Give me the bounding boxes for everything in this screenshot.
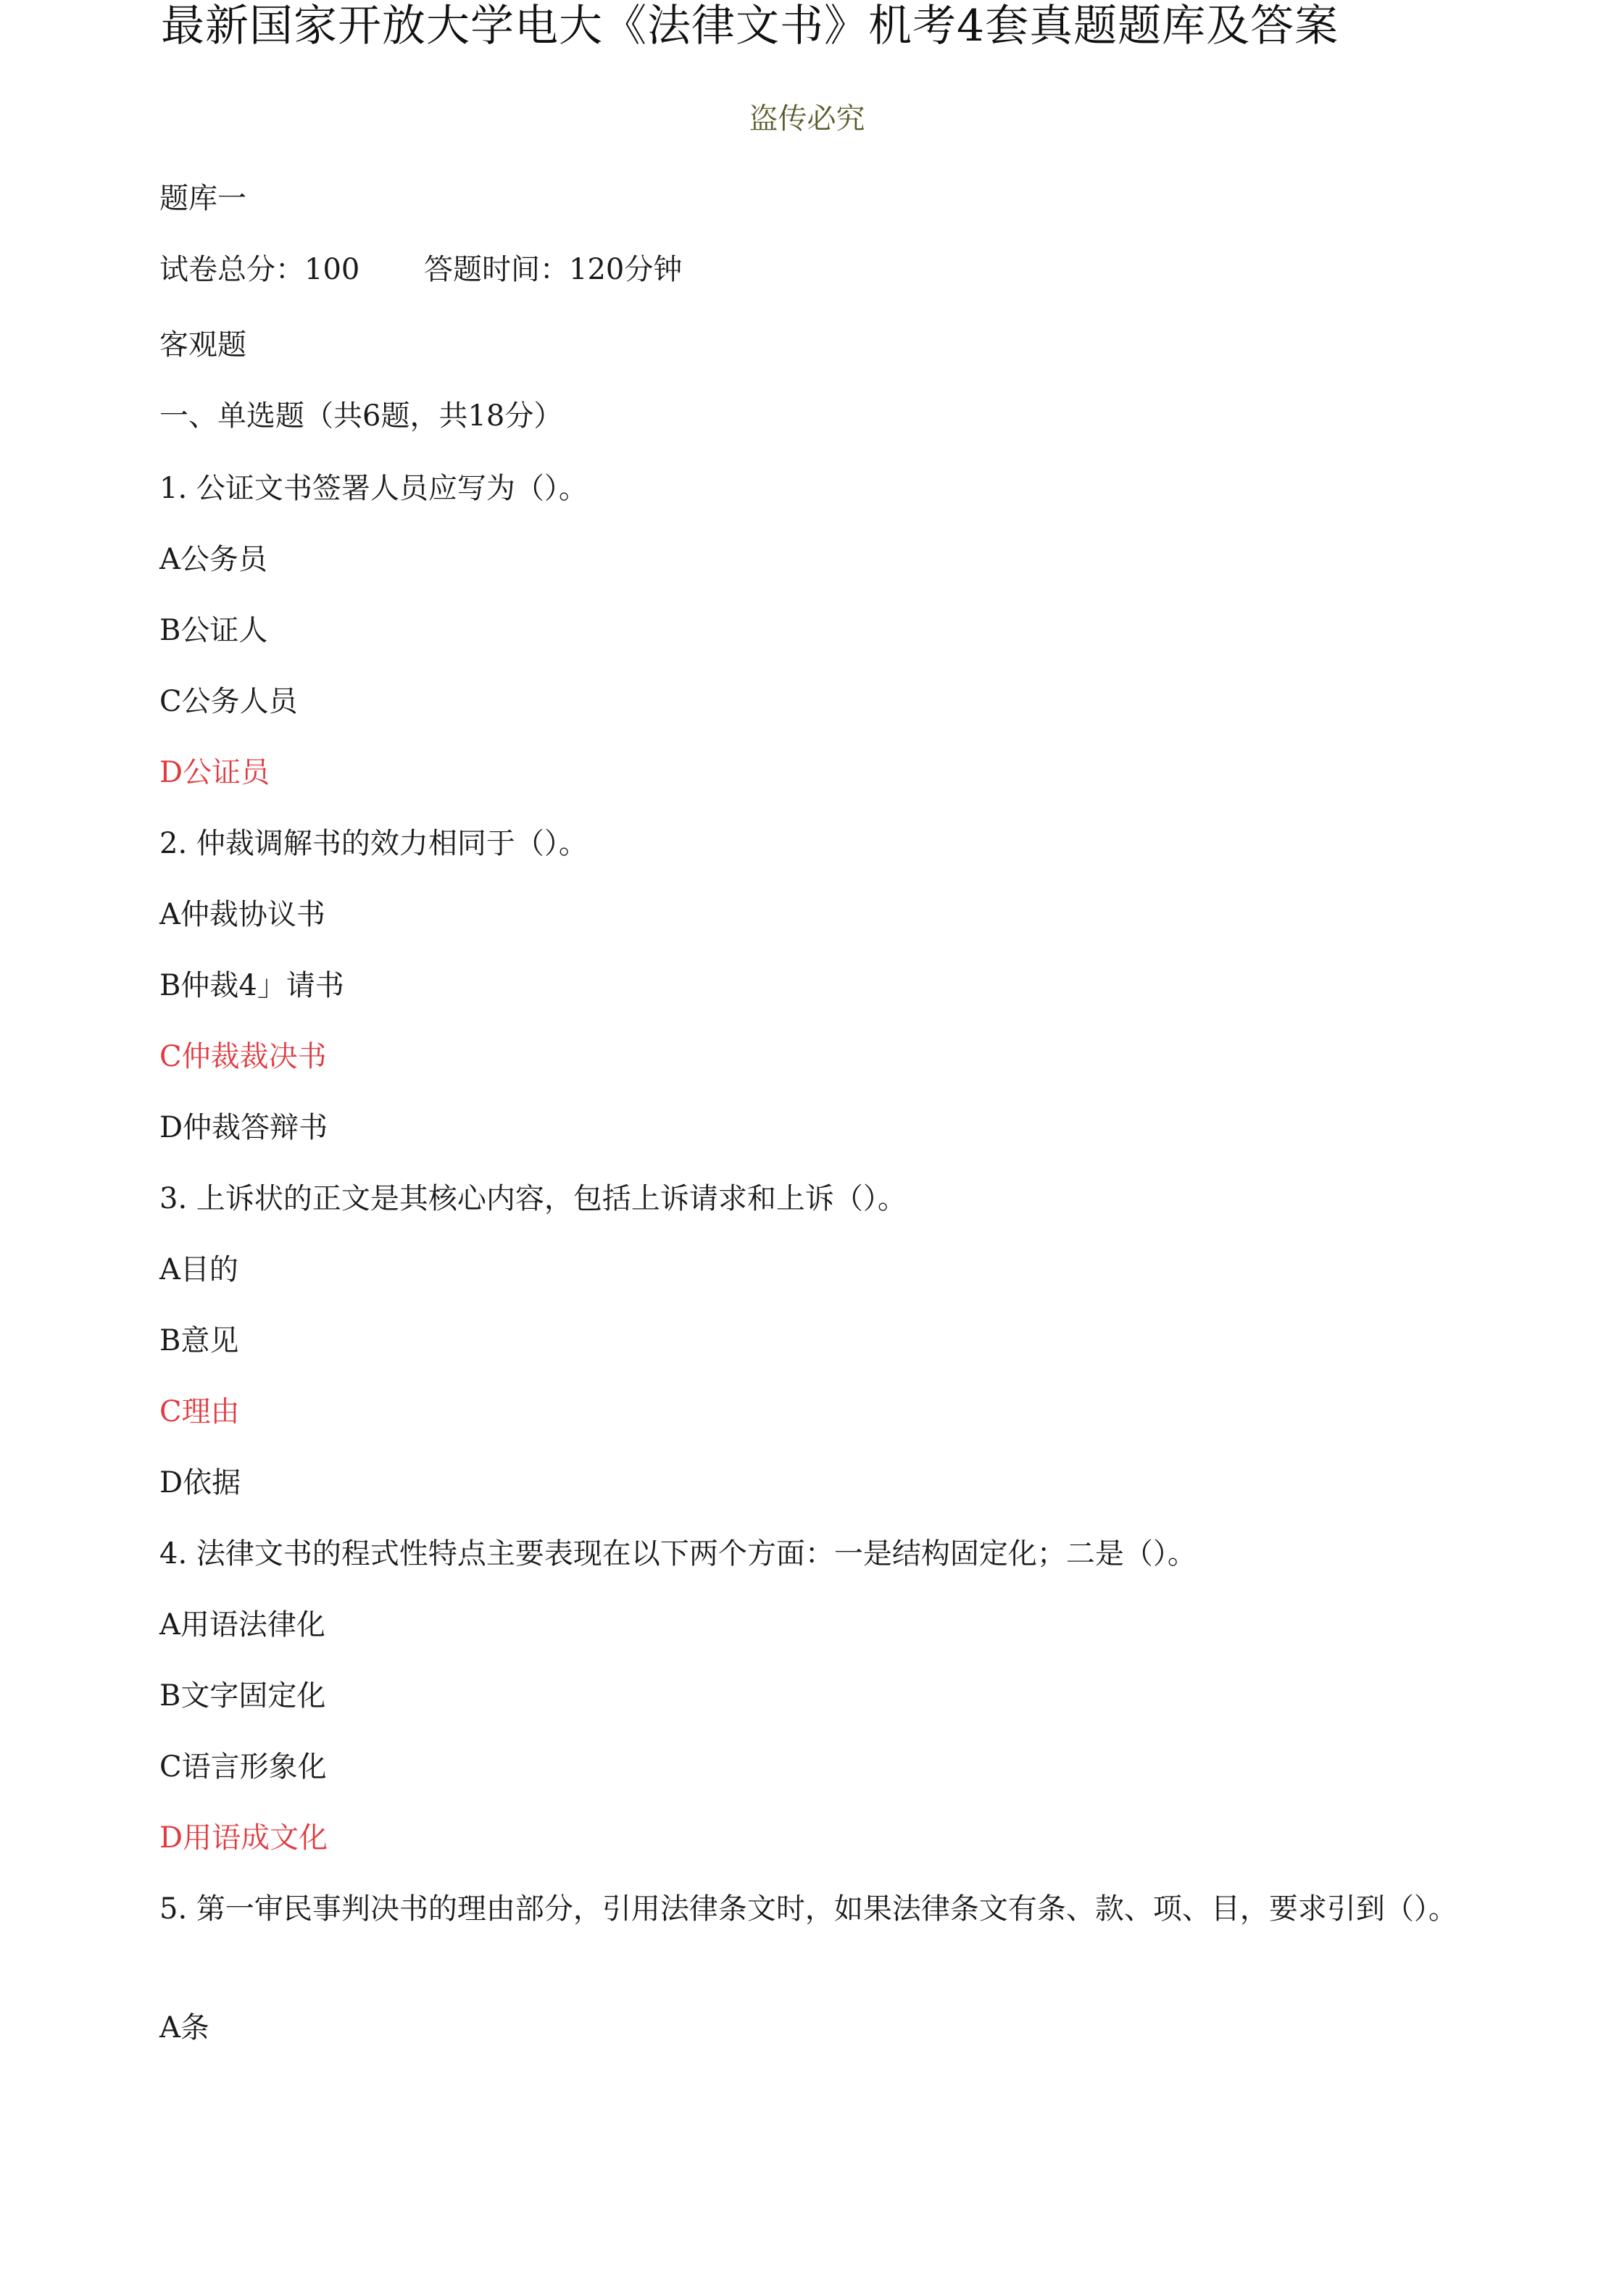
document-title: 最新国家开放大学电大《法律文书》机考4套真题题库及答案 [161,1,1339,51]
answer-option: A公务员 [159,543,267,576]
answer-option: B公证人 [159,614,268,647]
answer-option: B意见 [159,1324,239,1357]
answer-option: B仲裁4」请书 [159,969,344,1002]
question-stem: 2. 仲裁调解书的效力相同于（）。 [159,827,588,860]
answer-option: A目的 [159,1253,238,1286]
answer-option: B文字固定化 [159,1679,326,1713]
total-score: 试卷总分：100 [159,253,360,286]
correct-answer-option: D用语成文化 [159,1821,328,1855]
watermark-text: 盗传必究 [749,102,865,136]
question-stem: 3. 上诉状的正文是其核心内容，包括上诉请求和上诉（）。 [159,1182,907,1215]
question-bank-label: 题库一 [159,182,246,215]
section-type: 客观题 [159,328,246,362]
exam-time: 答题时间：120分钟 [424,253,683,286]
answer-option: A条 [159,2011,209,2045]
answer-option: A用语法律化 [159,1608,325,1642]
correct-answer-option: D公证员 [159,756,270,789]
answer-option: C语言形象化 [159,1750,327,1784]
answer-option: C公务人员 [159,685,298,718]
question-stem: 4. 法律文书的程式性特点主要表现在以下两个方面：一是结构固定化；二是（）。 [159,1537,1197,1571]
question-stem: 5. 第一审民事判决书的理由部分，引用法律条文时，如果法律条文有条、款、项、目，要求引到（）。 [159,1892,1457,1926]
section-heading: 一、单选题（共6题，共18分） [159,399,563,433]
answer-option: A仲裁协议书 [159,898,325,931]
answer-option: D依据 [159,1466,241,1500]
question-stem: 1. 公证文书签署人员应写为（）。 [159,472,588,505]
answer-option: D仲裁答辩书 [159,1111,328,1144]
correct-answer-option: C仲裁裁决书 [159,1040,327,1073]
correct-answer-option: C理由 [159,1395,240,1428]
